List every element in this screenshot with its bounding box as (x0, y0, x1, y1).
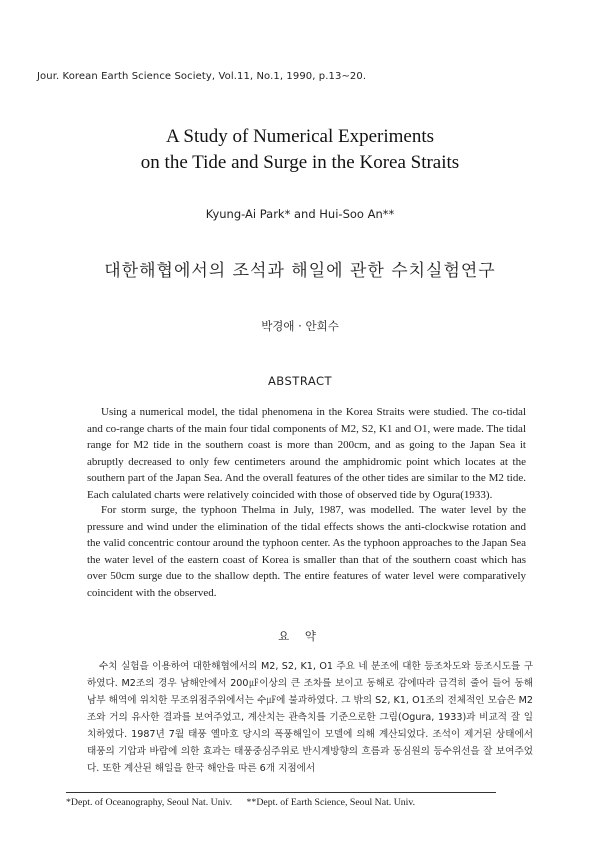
footnotes (66, 797, 415, 808)
korean-summary-heading: 요 약 (278, 629, 322, 643)
korean-title: 대한해협에서의 조석과 해일에 관한 수치실험연구 (104, 261, 496, 281)
korean-author-list: 박경애 · 안희수 (261, 319, 339, 333)
paper-title-line-2: on the Tide and Surge in the Korea Straits (140, 152, 460, 173)
footnote-affiliation-1: *Dept. of Oceanography, Seoul Nat. Univ. (66, 797, 233, 808)
footnote-affiliation-2: **Dept. of Earth Science, Seoul Nat. Univ. (246, 797, 416, 808)
author-list: Kyung-Ai Park* and Hui-Soo An** (205, 207, 395, 221)
abstract-paragraph-1: Using a numerical model, the tidal phenomena in the Korea Straits were studied. The co-tidal and co-range charts of the main four tidal components of M2, S2, K1 and O1, were made. The tidal range for M2 tide in the southern coast is more than 200cm, and as going to the Japan Sea it abruptly decreased to only few centimeters around the amphidromic point which locates at the southern part of the Japan Sea. And the overall features of the other tides are similar to the M2 tide. Each calulated charts were relatively coincided with those of observed tide by Ogura(1933). (87, 406, 526, 501)
abstract-heading: ABSTRACT (267, 374, 333, 388)
korean-summary-text: 수치 실험을 이용하여 대한해협에서의 M2, S2, K1, O1 주요 네 분조에 대한 등조차도와 등조시도를 구하였다. M2조의 경우 남해안에서 200㎌이상의 큰 조차를 보이고 동해로 감에따라 급격히 줄어 들어 동해 남부 해역에 위치한 무조위점주위에서는 수㎌에 불과하였다. 그 밖의 S2, K1, O1조의 전체적인 모습은 M2조와 거의 유사한 결과를 보여주었고, 계산치는 관측치를 기준으로한 그림(Ogura, 1933)과 비교적 잘 일치하였다. 1987년 7월 태풍 옐마호 당시의 폭풍해일이 모델에 의해 계산되었다. 조석이 제거된 상태에서 태풍의 기압과 바람에 의한 효과는 태풍중심주위로 반시계방향의 흐름과 동심원의 등수위선을 잘 보여주었다. 또한 계산된 해일을 한국 해안을 따른 6개 지점에서 (87, 661, 533, 774)
abstract-paragraph-2: For storm surge, the typhoon Thelma in July, 1987, was modelled. The water level by the pressure and wind under the elimination of the tidal effects shows the anti-clockwise rotation and the valid concentric contour around the typhoon center. As the typhoon approaches to the Japan Sea the water level of the eastern coast of Korea is smaller than that of the southern coast which has over 50cm surge due to the shallow depth. The entire features of water level were comparatively coincident with the observed. (87, 504, 526, 599)
journal-citation: Jour. Korean Earth Science Society, Vol.11, No.1, 1990, p.13∼20. (37, 71, 367, 82)
footnote-divider (66, 792, 496, 793)
paper-title-line-1: A Study of Numerical Experiments (165, 126, 435, 147)
